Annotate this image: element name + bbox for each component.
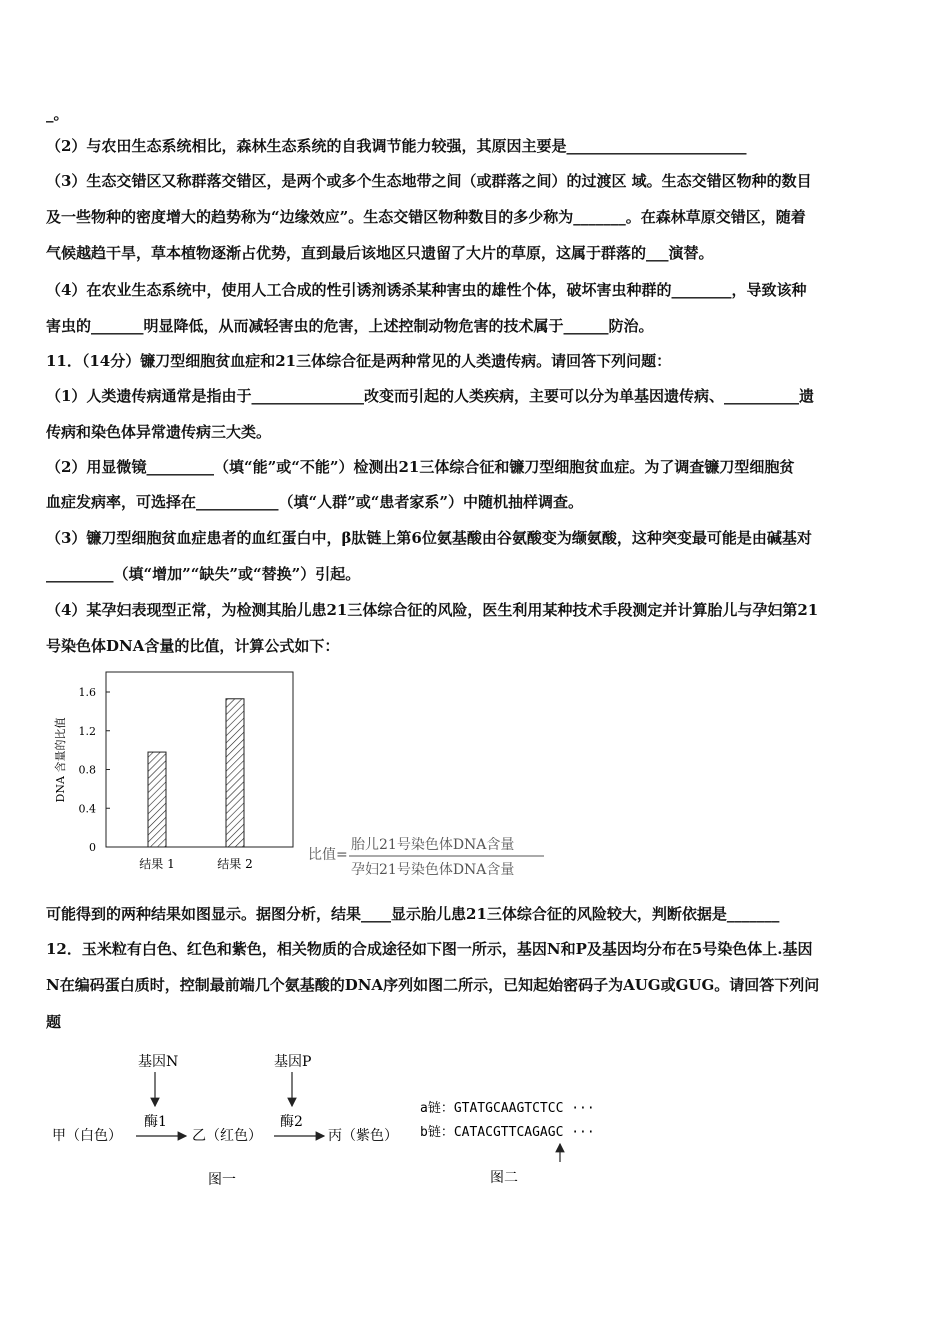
text-line-4: 及一些物种的密度增大的趋势称为“边缘效应”。生态交错区物种数目的多少称为_______。在森林草原交错区，随着	[46, 208, 806, 226]
figure-1-caption: 图一	[208, 1172, 236, 1188]
x-tick-label: 结果 1	[139, 857, 175, 871]
text-line-2: （2）与农田生态系统相比，森林生态系统的自我调节能力较强，其原因主要是________________________	[46, 137, 747, 155]
text-line-20: 题	[46, 1013, 62, 1031]
figure-2-caption: 图二	[490, 1170, 518, 1186]
bar-1	[148, 752, 166, 847]
formula-numerator: 胎儿21号染色体DNA含量	[351, 837, 515, 853]
substance-yi: 乙（红色）	[192, 1128, 262, 1144]
y-tick-label: 0.8	[78, 763, 96, 777]
y-tick-label: 1.2	[78, 724, 96, 738]
text-line-13: （3）镰刀型细胞贫血症患者的血红蛋白中，β肽链上第6位氨基酸由谷氨酸变为缬氨酸，这种突变最可能是由碱基对	[46, 529, 812, 547]
x-axis-labels	[139, 856, 252, 871]
dna-b-chain: b链：CATACGTTCAGAGC ···	[420, 1125, 595, 1140]
text-line-8: 11．（14分）镰刀型细胞贫血症和21三体综合征是两种常见的人类遗传病。请回答下列问题：	[46, 352, 672, 370]
text-line-18: 12．玉米粒有白色、红色和紫色，相关物质的合成途径如下图一所示，基因N和P及基因均分布在5号染色体上.基因	[46, 940, 813, 958]
dna-a-chain: a链：GTATGCAAGTCTCC ···	[420, 1101, 595, 1116]
y-tick-label: 0	[89, 841, 96, 854]
y-tick-label: 0.4	[78, 802, 96, 816]
text-line-6: （4）在农业生态系统中，使用人工合成的性引诱剂诱杀某种害虫的雄性个体，破坏害虫种群的________，导致该种	[46, 281, 807, 299]
text-line-3: （3）生态交错区又称群落交错区，是两个或多个生态地带之间（或群落之间）的过渡区 域。生态交错区物种的数目	[46, 172, 812, 190]
substance-jia: 甲（白色）	[52, 1128, 122, 1144]
text-line-16: 号染色体DNA含量的比值，计算公式如下：	[46, 637, 340, 655]
text-line-15: （4）某孕妇表现型正常，为检测其胎儿患21三体综合征的风险，医生利用某种技术手段测定并计算胎儿与孕妇第21	[46, 601, 819, 619]
text-line-9: （1）人类遗传病通常是指由于_______________改变而引起的人类疾病，主要可以分为单基因遗传病、__________遗	[46, 387, 814, 405]
text-line-5: 气候越趋干旱，草本植物逐渐占优势，直到最后该地区只遗留了大片的草原，这属于群落的___演替。	[46, 244, 714, 262]
y-axis-label: DNA 含量的比值	[54, 717, 67, 803]
text-line-10: 传病和染色体异常遗传病三大类。	[46, 423, 272, 441]
gene-p-label: 基因P	[274, 1054, 312, 1070]
text-line-7: 害虫的_______明显降低，从而减轻害虫的危害，上述控制动物危害的技术属于______防治。	[46, 317, 654, 335]
gene-n-label: 基因N	[138, 1054, 179, 1070]
formula-label: 比值=	[308, 847, 348, 863]
enzyme-1-label: 酶1	[144, 1114, 167, 1130]
plot-frame	[106, 672, 293, 847]
bar-2	[226, 699, 244, 847]
enzyme-2-label: 酶2	[280, 1114, 303, 1130]
formula-denominator: 孕妇21号染色体DNA含量	[351, 862, 515, 878]
x-tick-label: 结果 2	[217, 857, 253, 871]
substance-bing: 丙（紫色）	[328, 1128, 398, 1144]
text-line-12: 血症发病率，可选择在___________（填“人群”或“患者家系”）中随机抽样调查。	[46, 493, 584, 511]
text-line-1: _。	[46, 105, 69, 123]
y-tick-label: 1.6	[78, 686, 96, 699]
text-line-14: _________（填“增加”“缺失”或“替换”）引起。	[46, 565, 361, 583]
text-line-19: N在编码蛋白质时，控制最前端几个氨基酸的DNA序列如图二所示，已知起始密码子为AUG或GUG。请回答下列问	[46, 976, 820, 994]
pathway-figures	[46, 1040, 646, 1200]
ratio-bar-chart	[46, 668, 566, 883]
bars	[148, 699, 244, 847]
text-line-17: 可能得到的两种结果如图显示。据图分析，结果____显示胎儿患21三体综合征的风险较大，判断依据是_______	[46, 905, 780, 923]
y-axis-ticks	[79, 686, 111, 854]
text-line-11: （2）用显微镜_________（填“能”或“不能”）检测出21三体综合征和镰刀型细胞贫血症。为了调查镰刀型细胞贫	[46, 458, 795, 476]
